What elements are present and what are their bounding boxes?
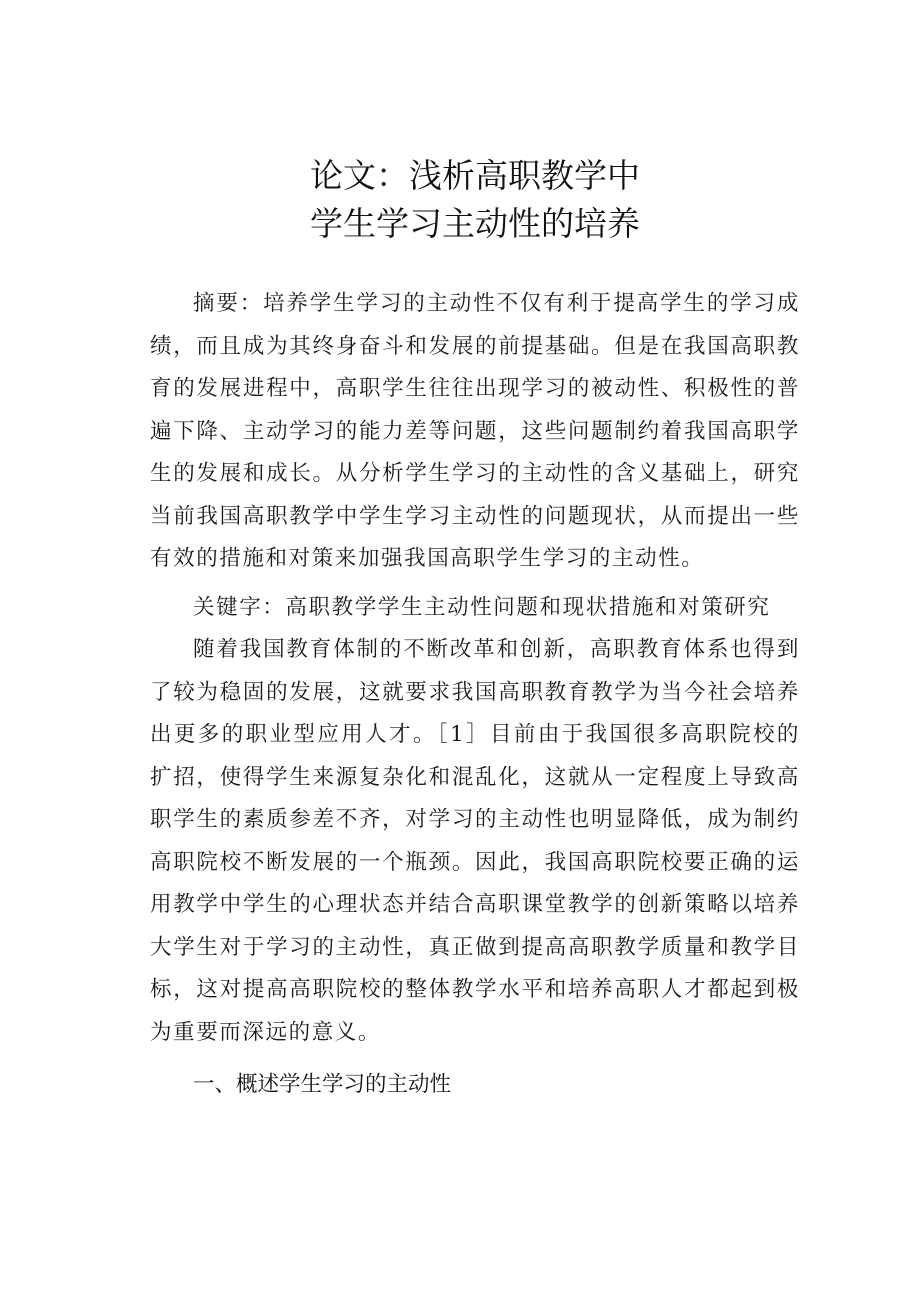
- keywords-paragraph: 关键字：高职教学学生主动性问题和现状措施和对策研究: [193, 594, 771, 620]
- paper-title: [150, 152, 800, 248]
- title-line-2: 学生学习主动性的培养: [310, 204, 640, 243]
- document-body: [150, 283, 800, 1106]
- title-line-1: 论文：浅析高职教学中: [310, 156, 640, 195]
- section-heading: 一、概述学生学习的主动性: [193, 1072, 452, 1097]
- abstract-paragraph: 摘要：培养学生学习的主动性不仅有利于提高学生的学习成绩，而且成为其终身奋斗和发展的前提基础。但是在我国高职教育的发展进程中，高职学生往往出现学习的被动性、积极性的普遍下降、主动学习的能力差等问题，这些问题制约着我国高职学生的发展和成长。从分析学生学习的主动性的含义基础上，研究当前我国高职教学中学生学习主动性的问题现状，从而提出一些有效的措施和对策来加强我国高职学生学习的主动性。: [150, 291, 800, 571]
- intro-paragraph: 随着我国教育体制的不断改革和创新，高职教育体系也得到了较为稳固的发展，这就要求我国高职教育教学为当今社会培养出更多的职业型应用人才。［1］目前由于我国很多高职院校的扩招，使得学生来源复杂化和混乱化，这就从一定程度上导致高职学生的素质参差不齐，对学习的主动性也明显降低，成为制约高职院校不断发展的一个瓶颈。因此，我国高职院校要正确的运用教学中学生的心理状态并结合高职课堂教学的创新策略以培养大学生对于学习的主动性，真正做到提高高职教学质量和教学目标，这对提高高职院校的整体教学水平和培养高职人才都起到极为重要而深远的意义。: [150, 637, 800, 1045]
